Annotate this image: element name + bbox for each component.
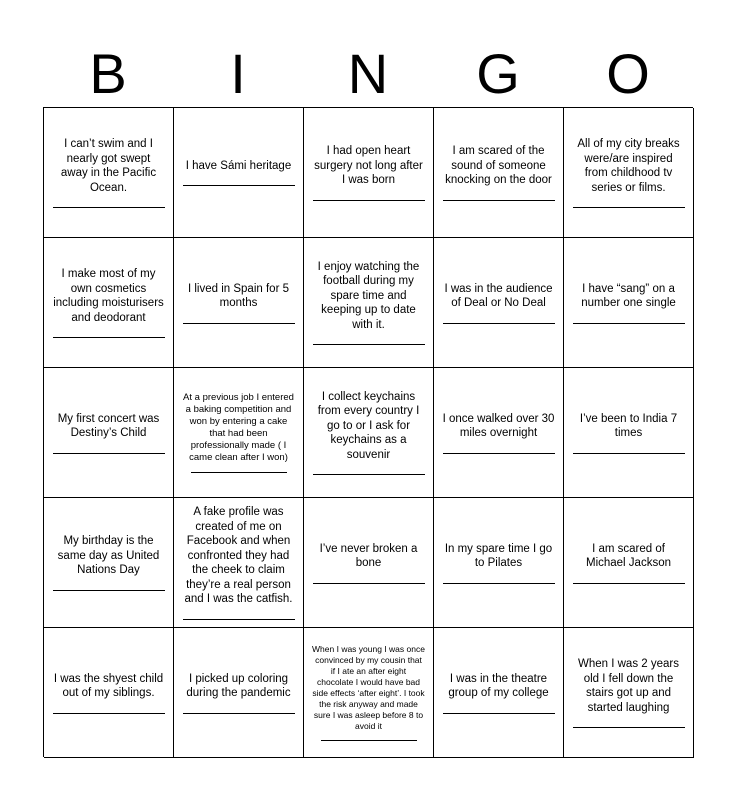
signature-line <box>443 583 555 584</box>
bingo-header <box>43 40 693 108</box>
cell-text: I picked up coloring during the pandemic <box>186 672 291 699</box>
cell-text: I’ve been to India 7 times <box>579 412 678 439</box>
cell-text: I lived in Spain for 5 months <box>187 282 289 309</box>
signature-line <box>313 583 425 584</box>
cell-text: A fake profile was created of me on Facebook and when confronted they had the cheek to claim they’re a real person and I was the catfish. <box>184 506 293 606</box>
cell-text: I am scared of Michael Jackson <box>585 542 671 569</box>
cell-text: I had open heart surgery not long after I was born <box>314 145 423 187</box>
cell-text: I was in the theatre group of my college <box>448 672 549 699</box>
bingo-cell[interactable] <box>304 498 434 628</box>
signature-line <box>321 740 417 741</box>
signature-line <box>183 185 295 186</box>
bingo-grid <box>43 107 693 757</box>
bingo-cell[interactable] <box>174 108 304 238</box>
signature-line <box>573 207 685 208</box>
signature-line <box>183 619 295 620</box>
bingo-cell[interactable] <box>564 498 694 628</box>
bingo-cell[interactable] <box>434 628 564 758</box>
signature-line <box>53 207 165 208</box>
bingo-cell[interactable] <box>564 238 694 368</box>
signature-line <box>313 344 425 345</box>
header-letter-i: I <box>230 42 246 105</box>
bingo-cell[interactable] <box>564 368 694 498</box>
signature-line <box>573 727 685 728</box>
cell-text: I once walked over 30 miles overnight <box>442 412 555 439</box>
signature-line <box>443 453 555 454</box>
cell-text: I collect keychains from every country I go to or I ask for keychains as a souvenir <box>317 390 420 461</box>
bingo-cell[interactable] <box>564 628 694 758</box>
signature-line <box>183 713 295 714</box>
bingo-cell[interactable] <box>174 368 304 498</box>
header-letter-n: N <box>347 42 389 105</box>
cell-text: I can’t swim and I nearly got swept away in the Pacific Ocean. <box>60 138 157 194</box>
bingo-cell[interactable] <box>174 628 304 758</box>
bingo-cell[interactable] <box>174 238 304 368</box>
bingo-cell[interactable] <box>434 498 564 628</box>
bingo-cell[interactable] <box>44 238 174 368</box>
signature-line <box>53 590 165 591</box>
bingo-cell[interactable] <box>44 628 174 758</box>
bingo-cell[interactable] <box>434 108 564 238</box>
signature-line <box>573 583 685 584</box>
signature-line <box>53 713 165 714</box>
bingo-cell[interactable] <box>44 108 174 238</box>
cell-text: In my spare time I go to Pilates <box>444 542 553 569</box>
bingo-cell[interactable] <box>44 368 174 498</box>
cell-text: I was the shyest child out of my siblings. <box>53 672 164 699</box>
cell-text: When I was 2 years old I fell down the stairs got up and started laughing <box>578 658 679 714</box>
signature-line <box>573 453 685 454</box>
signature-line <box>53 453 165 454</box>
signature-line <box>443 200 555 201</box>
header-letter-g: G <box>476 42 520 105</box>
bingo-cell[interactable] <box>304 368 434 498</box>
bingo-cell[interactable] <box>304 238 434 368</box>
signature-line <box>191 472 287 473</box>
header-letter-o: O <box>606 42 650 105</box>
cell-text: When I was young I was once convinced by my cousin that if I ate an after eight chocolate I would have bad side effects ‘after eight’. I took the risk anyway and made sure I was asleep before 8 to avoid it <box>312 644 425 731</box>
signature-line <box>53 337 165 338</box>
bingo-cell[interactable] <box>304 628 434 758</box>
bingo-cell[interactable] <box>434 238 564 368</box>
cell-text: My birthday is the same day as United Nations Day <box>57 535 160 577</box>
cell-text: I’ve never broken a bone <box>319 542 418 569</box>
cell-text: My first concert was Destiny’s Child <box>57 412 160 439</box>
signature-line <box>573 323 685 324</box>
cell-text: I was in the audience of Deal or No Deal <box>444 282 553 309</box>
signature-line <box>183 323 295 324</box>
signature-line <box>443 713 555 714</box>
cell-text: At a previous job I entered a baking competition and won by entering a cake that had been professionally made ( I came clean after I won) <box>183 392 294 463</box>
cell-text: I have “sang” on a number one single <box>581 282 676 309</box>
cell-text: I make most of my own cosmetics including moisturisers and deodorant <box>53 268 164 324</box>
signature-line <box>313 200 425 201</box>
bingo-cell[interactable] <box>304 108 434 238</box>
bingo-cell[interactable] <box>434 368 564 498</box>
signature-line <box>443 323 555 324</box>
cell-text: All of my city breaks were/are inspired from childhood tv series or films. <box>577 138 680 194</box>
signature-line <box>313 474 425 475</box>
cell-text: I am scared of the sound of someone knocking on the door <box>445 145 552 187</box>
bingo-cell[interactable] <box>564 108 694 238</box>
header-letter-b: B <box>89 42 127 105</box>
cell-text: I enjoy watching the football during my spare time and keeping up to date with it. <box>317 260 420 331</box>
bingo-cell[interactable] <box>174 498 304 628</box>
bingo-cell[interactable] <box>44 498 174 628</box>
cell-text: I have Sámi heritage <box>185 159 292 172</box>
